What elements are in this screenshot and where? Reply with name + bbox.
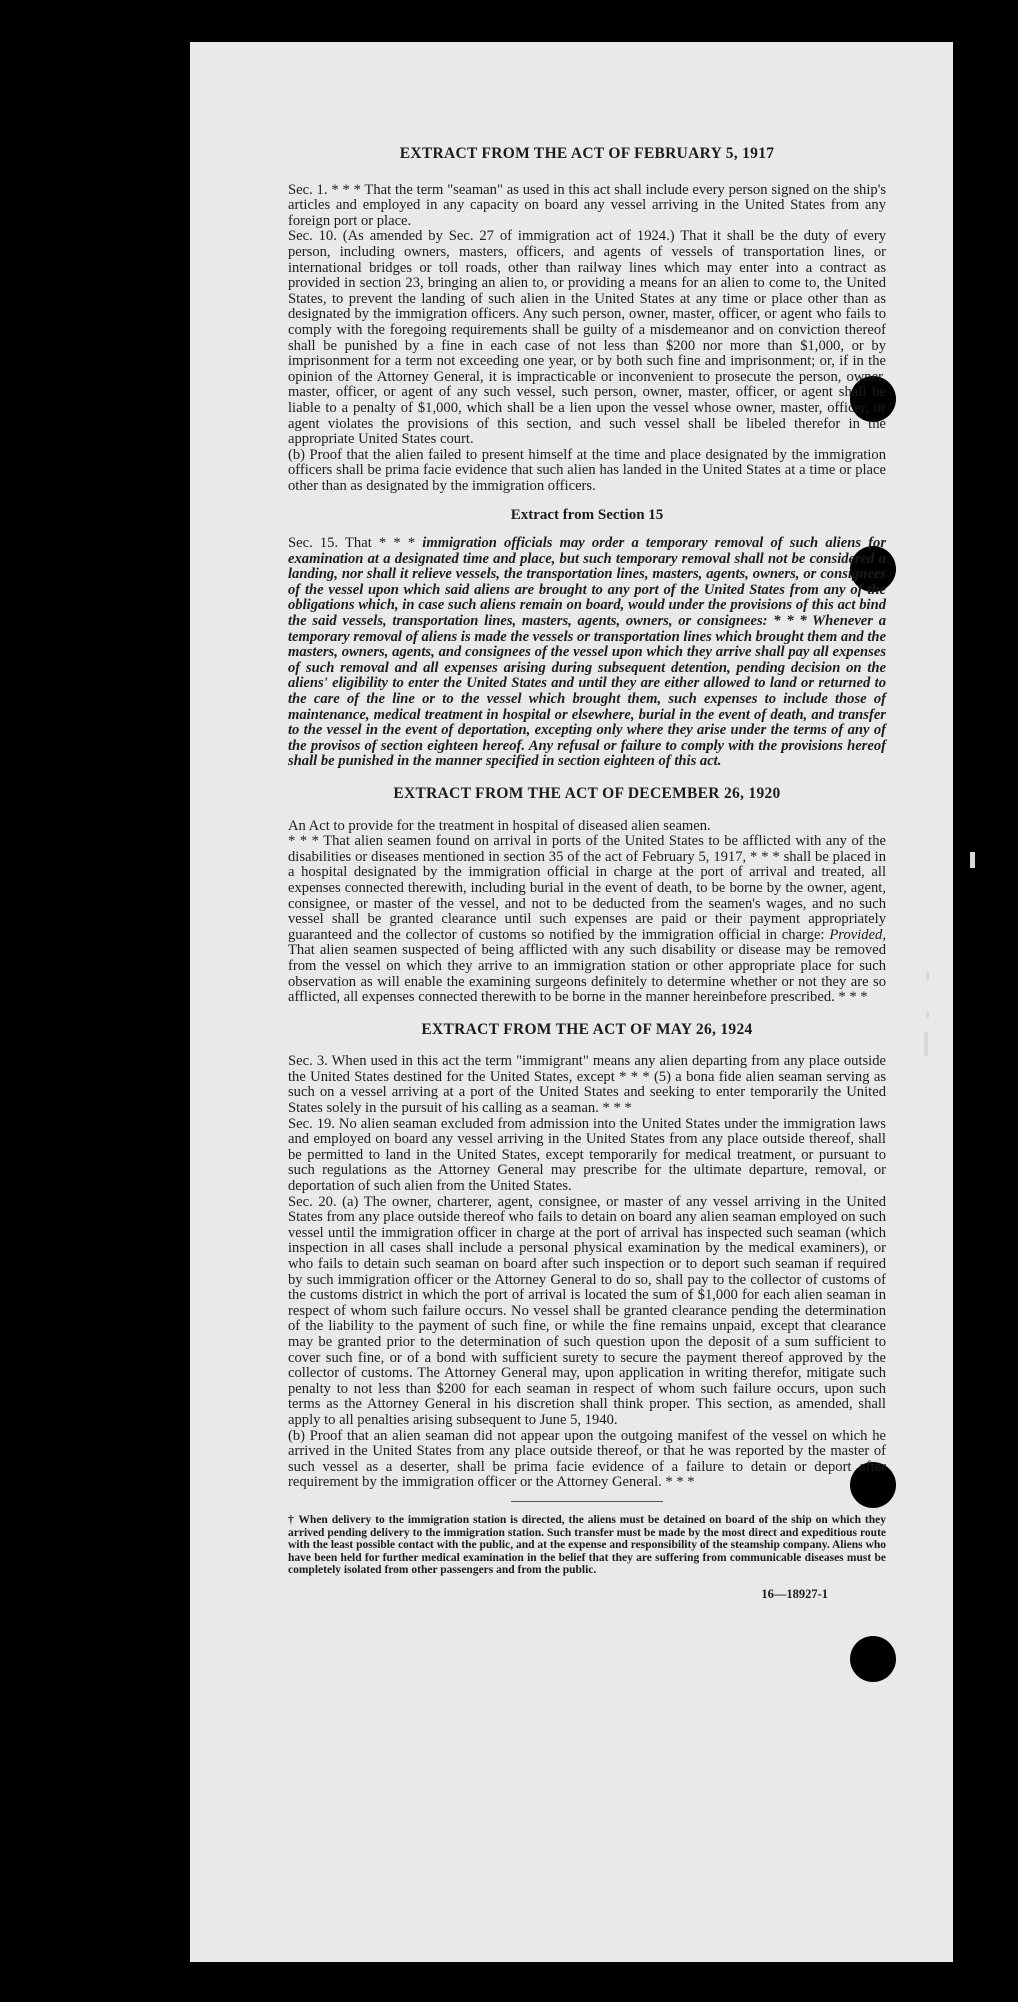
- section-15-text: [288, 536, 886, 770]
- section-15-body: immigration officials may order a temporary removal of such aliens for examination at a designated time and place, but such temporary removal shall not be considered a landing, nor shall it relieve vessels, the transportation lines, masters, agents, owners, or consignees of the vessel upon which said aliens are brought to any port of the United States from any of the obligations which, in case such aliens remain on board, would under the provisions of this act bind the said vessels, transportation lines, masters, agents, owners, or consignees: * * * Whenever a temporary removal of aliens is made the vessels or transportation lines which brought them and the masters, owners, agents, and consignees of the vessel upon which they arrive shall pay all expenses of such removal and all expenses arising during subsequent detention, pending decision on the aliens' eligibility to enter the United States and until they are either allowed to land or returned to the care of the line or to the vessel which brought them, such expenses to include those of maintenance, medical treatment in hospital or elsewhere, burial in the event of death, and transfer to the vessel in the event of deportation, excepting only where they arise under the terms of any of the provisos of section eighteen hereof. Any refusal or failure to comply with the provisions hereof shall be punished in the manner specified in section eighteen of this act.: [288, 535, 887, 770]
- section-15-lead: Sec. 15. That * * *: [288, 535, 416, 552]
- punch-hole: [850, 1636, 896, 1682]
- scan-mark: [926, 1012, 929, 1018]
- scan-mark: [924, 1032, 928, 1056]
- act-1920-text: [288, 834, 886, 1006]
- section-20b-text: (b) Proof that an alien seaman did not appear upon the outgoing manifest of the vessel on which he arrived in the United States from any place outside thereof, or that he was reported by the master of such vessel as a deserter, shall be prima facie evidence of a failure to detain or deport after requirement by the immigration officer or the Attorney General. * * *: [288, 1427, 886, 1491]
- act-1920-title: An Act to provide for the treatment in hospital of diseased alien seamen.: [288, 817, 711, 834]
- section-20a-text: Sec. 20. (a) The owner, charterer, agent, consignee, or master of any vessel arriving in the United States from any place outside thereof who fails to detain on board any alien seaman employed on such vessel until the immigration officer in charge at the port of arrival has inspected such seaman (which inspection in all cases shall include a personal physical examination by the medical examiners), or who fails to detain such seaman on board after such inspection or to deport such seaman if required by such immigration officer or the Attorney General to do so, shall pay to the collector of customs of the customs district in which the port of arrival is located the sum of $1,000 for each alien seaman in respect of whom such failure occurs. No vessel shall be granted clearance pending the determination of the liability to the payment of such fine, or while the fine remains unpaid, except that clearance may be granted prior to the determination of such question upon the deposit of a sum sufficient to cover such fine, or of a bond with sufficient surety to secure the payment thereof approved by the collector of customs. The Attorney General may, upon application in writing therefor, mitigate such penalty to not less than $200 for each seaman in respect of whom such failure occurs, upon such terms as the Attorney General in his discretion shall think proper. This section, as amended, shall apply to all penalties arising subsequent to June 5, 1940.: [288, 1193, 886, 1428]
- scan-mark: [926, 972, 929, 980]
- heading-may-1924: EXTRACT FROM THE ACT OF MAY 26, 1924: [421, 1020, 753, 1038]
- footnote: † When delivery to the immigration station is directed, the aliens must be detained on board of the ship on which they arrived pending delivery to the immigration station. Such transfer must be made by the most direct and expeditious route with the least possible contact with the public, and at the expense and responsibility of the steamship company. Aliens who have been held for further medical examination in the belief that they are suffering from communicable diseases must be completely isolated from other passengers and from the public.: [288, 1513, 886, 1577]
- form-number: 16—18927-1: [761, 1586, 828, 1601]
- act-1920-body-a: * * * That alien seamen found on arrival in ports of the United States to be afflicted with any of the disabilities or diseases mentioned in section 35 of the act of February 5, 1917, * * * shall be placed in a hospital designated by the immigration official in charge at the port of arrival and treated, all expenses connected therewith, including burial in the event of death, to be borne by the owner, agent, consignee, or master of the vessel, and not to be deducted from the seamen's wages, and no such vessel shall be granted clearance until such expenses are paid or their payment appropriately guaranteed and the collector of customs so notified by the immigration official in charge:: [288, 833, 886, 943]
- section-10b-text: (b) Proof that the alien failed to present himself at the time and place designated by the immigration officers shall be prima facie evidence that such alien has landed in the United States at a time or place other than as designated by the immigration officers.: [288, 446, 886, 494]
- section-19-text: Sec. 19. No alien seaman excluded from admission into the United States under the immigration laws and employed on board any vessel arriving in the United States from any place outside thereof, shall be permitted to land in the United States, except temporarily for medical treatment, or pursuant to such regulations as the Attorney General may prescribe for the ultimate departure, removal, or deportation of such alien from the United States.: [288, 1115, 886, 1195]
- section-1-text: Sec. 1. * * * That the term "seaman" as used in this act shall include every person signed on the ship's articles and employed in any capacity on board any vessel arriving in the United States from any foreign port or place.: [288, 181, 886, 229]
- heading-feb-1917: EXTRACT FROM THE ACT OF FEBRUARY 5, 1917: [399, 145, 775, 162]
- heading-dec-1920: EXTRACT FROM THE ACT OF DECEMBER 26, 1920: [393, 784, 781, 802]
- document-body: [288, 146, 886, 1602]
- act-1920-body-b: That alien seamen suspected of being afflicted with any such disability or disease may be removed from the vessel on which they arrive to an immigration station or other appropriate place for such observation as will enable the examining surgeons definitely to determine whether or not they are so afflicted, all expenses connected therewith to be borne in the manner hereinbefore prescribed. * * *: [288, 942, 886, 1006]
- section-10-text: Sec. 10. (As amended by Sec. 27 of immigration act of 1924.) That it shall be the duty of every person, including owners, masters, officers, and agents of vessels of transportation lines, or international bridges or toll roads, other than railway lines which may enter into a contract as provided in section 23, bringing an alien to, or providing a means for an alien to come to, the United States, to prevent the landing of such alien in the United States at any time or place other than as designated by the immigration officers. Any such person, owner, master, officer, or agent who fails to comply with the foregoing requirements shall be guilty of a misdemeanor and on conviction thereof shall be punished by a fine in each case of not less than $200 nor more than $1,000, or by imprisonment for a term not exceeding one year, or by both such fine and imprisonment; or, if in the opinion of the Attorney General, it is impracticable or inconvenient to prosecute the person, owner, master, officer, or agent of any such vessel, such person, owner, master, officer, or agent shall be liable to a penalty of $1,000, which shall be a lien upon the vessel whose owner, master, officer, or agent violates the provisions of this section, and such vessel shall be libeled therefor in the appropriate United States court.: [288, 228, 886, 448]
- document-page: [190, 42, 953, 1962]
- scan-mark: [970, 852, 975, 868]
- heading-section-15: Extract from Section 15: [510, 507, 664, 524]
- section-3-text: Sec. 3. When used in this act the term "immigrant" means any alien departing from any place outside the United States destined for the United States, except * * * (5) a bona fide alien seaman serving as such on a vessel arriving at a port of the United States and seeking to enter temporarily the United States solely in the pursuit of his calling as a seaman. * * *: [288, 1053, 886, 1117]
- provided-label: Provided,: [829, 926, 886, 943]
- footnote-rule: [511, 1501, 663, 1502]
